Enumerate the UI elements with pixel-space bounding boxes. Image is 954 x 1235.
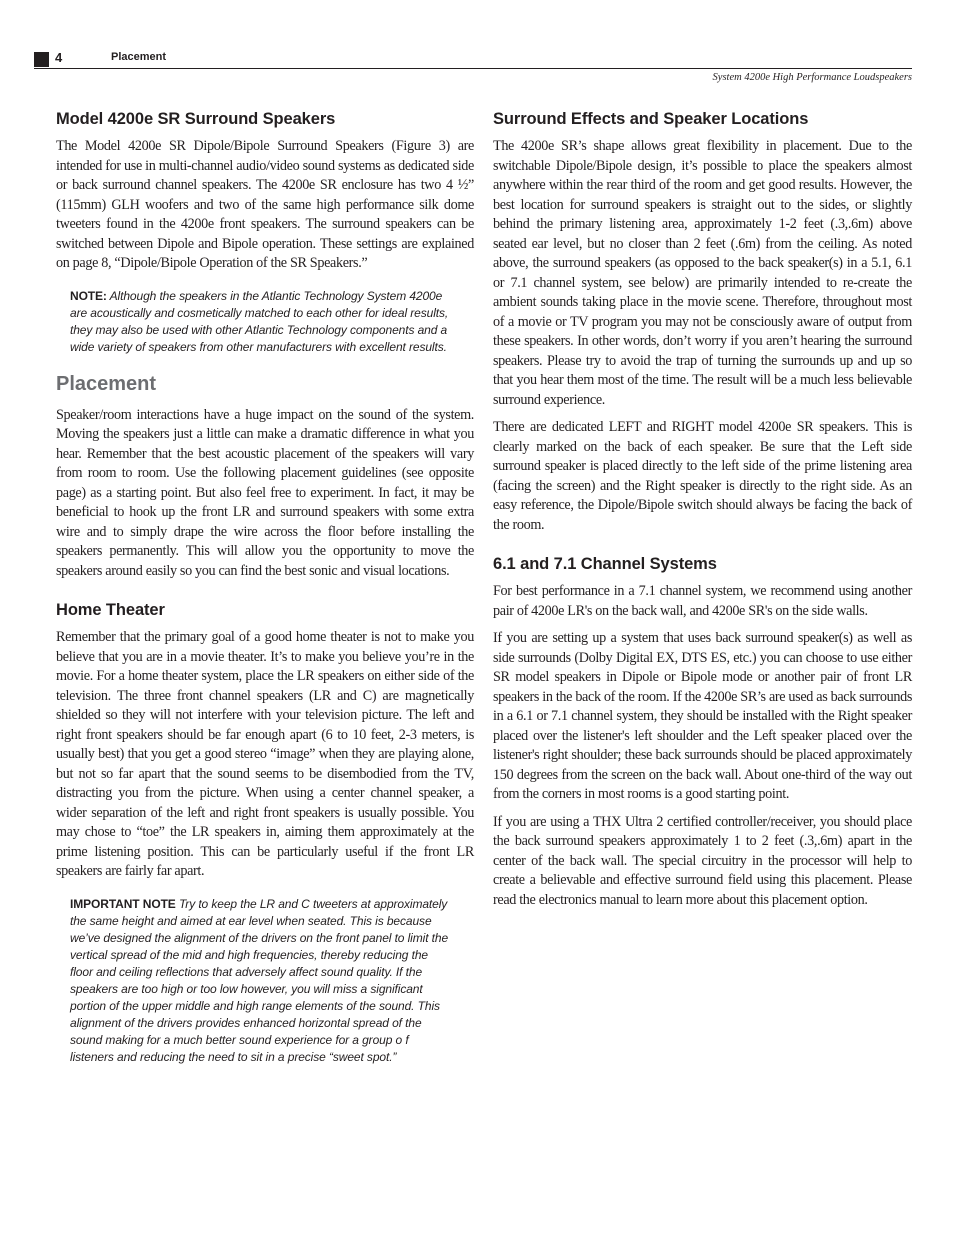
section-running-head: Placement — [111, 51, 167, 63]
paragraph-channel-systems-3: If you are using a THX Ultra 2 certified controller/receiver, you should place the back surround speakers approximately 1 to 2 feet (.3,.6m) apart in the center of the back wall. The special circuitry in the processor will help to create a believable and effective surround field using this placement. Please read the electronics manual to learn more about this placement option. — [493, 813, 912, 908]
document-running-title: System 4200e High Performance Loudspeakers — [712, 72, 912, 83]
note-compatibility — [70, 288, 452, 356]
header-rule — [34, 68, 912, 69]
important-note-text: Try to keep the LR and C tweeters at approximately the same height and aimed at ear level when seated. This is because we’ve designed the alignment of the drivers on the front panel to limit the vertical spread of the mid and high frequencies, thereby reducing the floor and ceiling reflections that adversely affect sound quality. If the speakers are too high or too low however, you will miss a significant portion of the upper middle and high range elements of the sound. This alignment of the drivers provides enhanced horizontal spread of the sound making for a much better sound experience for a group o f listeners and reducing the need to sit in a precise “sweet spot.” — [70, 896, 449, 1064]
right-column — [493, 108, 912, 918]
left-column — [56, 108, 474, 1080]
paragraph-channel-systems-2: If you are setting up a system that uses back surround speaker(s) as well as side surrounds (Dolby Digital EX, DTS ES, etc.) you can choose to use either SR model speakers in Dipole or Bipole mode or another pair of front LR speakers in the back of the room. If the 4200e SR’s are used as back surrounds in a 6.1 or 7.1 channel system, they should be installed with the Right speaker placed over the listener's left shoulder and the Left speaker placed over the listener's right shoulder; these back surrounds should be placed approximately 150 degrees from the screen on the back wall. About one-third of the way out from the corners in most rooms is a good starting point. — [493, 630, 912, 802]
important-note-label: IMPORTANT NOTE — [70, 896, 176, 911]
heading-model-4200e-sr: Model 4200e SR Surround Speakers — [56, 110, 336, 128]
paragraph-surround-effects-2: There are dedicated LEFT and RIGHT model 4200e SR speakers. This is clearly marked on the back of each speaker. Be sure that the Left side surround speaker is placed directly to the left side of the prime listening area (facing the screen) and the Right speaker is directly to the right side. As an easy reference, the Dipole/Bipole switch should always be facing the back of the room. — [493, 419, 912, 533]
heading-home-theater: Home Theater — [56, 601, 165, 619]
heading-surround-effects: Surround Effects and Speaker Locations — [493, 110, 809, 128]
paragraph-model-4200e-sr: The Model 4200e SR Dipole/Bipole Surround Speakers (Figure 3) are intended for use in multi-channel audio/video sound systems as dedicated side or back surround channel speakers. The 4200e SR enclosure has two 4 ½” (115mm) GLH woofers and two of the same high performance silk dome tweeters found in the 4200e front speakers. The surround speakers can be switched between Dipole and Bipole operation. These settings are explained on page 8, “Dipole/Bipole Operation of the SR Speakers.” — [56, 138, 474, 271]
paragraph-channel-systems-1: For best performance in a 7.1 channel system, we recommend using another pair of 4200e LR's on the back wall, and 4200e SR's on the side walls. — [493, 583, 912, 619]
paragraph-surround-effects-1: The 4200e SR’s shape allows great flexibility in placement. Due to the switchable Dipole/Bipole design, it’s possible to place the speakers almost anywhere within the rear third of the room and get good results. However, the best location for surround speakers is straight out to the sides, or slightly behind the primary listening area, approximately 1-2 feet (.3,.6m) above seated ear level, but no closer than 2 feet (.6m) from the ceiling. As noted above, the surround speakers (as opposed to the back speaker(s) in a 5.1, 6.1 or 7.1 channel system, see below) are primarily intended to re-create the ambient sounds taking place in the movie scene. Therefore, throughout most of a movie or TV program you may not be consciously aware of output from these speakers. In other words, don’t worry if you aren’t hearing the surround speakers. Please try to avoid the trap of turning the surrounds up and up so that you hear them most of the time. The result will be a much less believable surround experience. — [493, 138, 912, 408]
note-text: Although the speakers in the Atlantic Technology System 4200e are acoustically and cosmetically matched to each other for ideal results, they may also be used with other Atlantic Technology components and a wide variety of speakers from other manufacturers with excellent results. — [70, 288, 449, 354]
heading-placement: Placement — [56, 372, 157, 395]
header-marker — [34, 52, 49, 67]
paragraph-placement: Speaker/room interactions have a huge impact on the sound of the system. Moving the speakers just a little can make a dramatic difference in what you hear. Remember that the best acoustic placement of the speakers will vary from room to room. Use the following placement guidelines (see opposite page) as a starting point. But also feel free to experiment. In fact, it may be beneficial to hook up the front LR and surround speakers with some extra wire and to simply drape the wire across the floor before installing the speakers permanently. This will allow you the opportunity to move the speakers around easily so you can find the best sonic and visual locations. — [56, 406, 474, 579]
note-label: NOTE: — [70, 288, 107, 303]
page-number: 4 — [55, 50, 63, 65]
heading-channel-systems: 6.1 and 7.1 Channel Systems — [493, 555, 717, 573]
important-note — [70, 896, 452, 1066]
paragraph-home-theater: Remember that the primary goal of a good home theater is not to make you believe that you are in a movie theater. It’s to make you believe you’re in the movie. For a home theater system, place the LR speakers on either side of the television. The three front channel speakers (LR and C) are magnetically shielded so they will not interfere with your television picture. The left and right front speakers should be far enough apart (6 to 10 feet, 2-3 meters, is usually best) that you get a good stereo “image” when they are playing alone, but not so far apart that the sound seems to be disembodied from the TV, distracting you from the picture. When using a center channel speaker, a wider separation of the left and right front speakers is usually possible. You may chose to “toe” the LR speakers in, aiming them approximately at the prime listening position. This can be particularly useful if the front LR speakers are fairly far apart. — [56, 629, 474, 879]
